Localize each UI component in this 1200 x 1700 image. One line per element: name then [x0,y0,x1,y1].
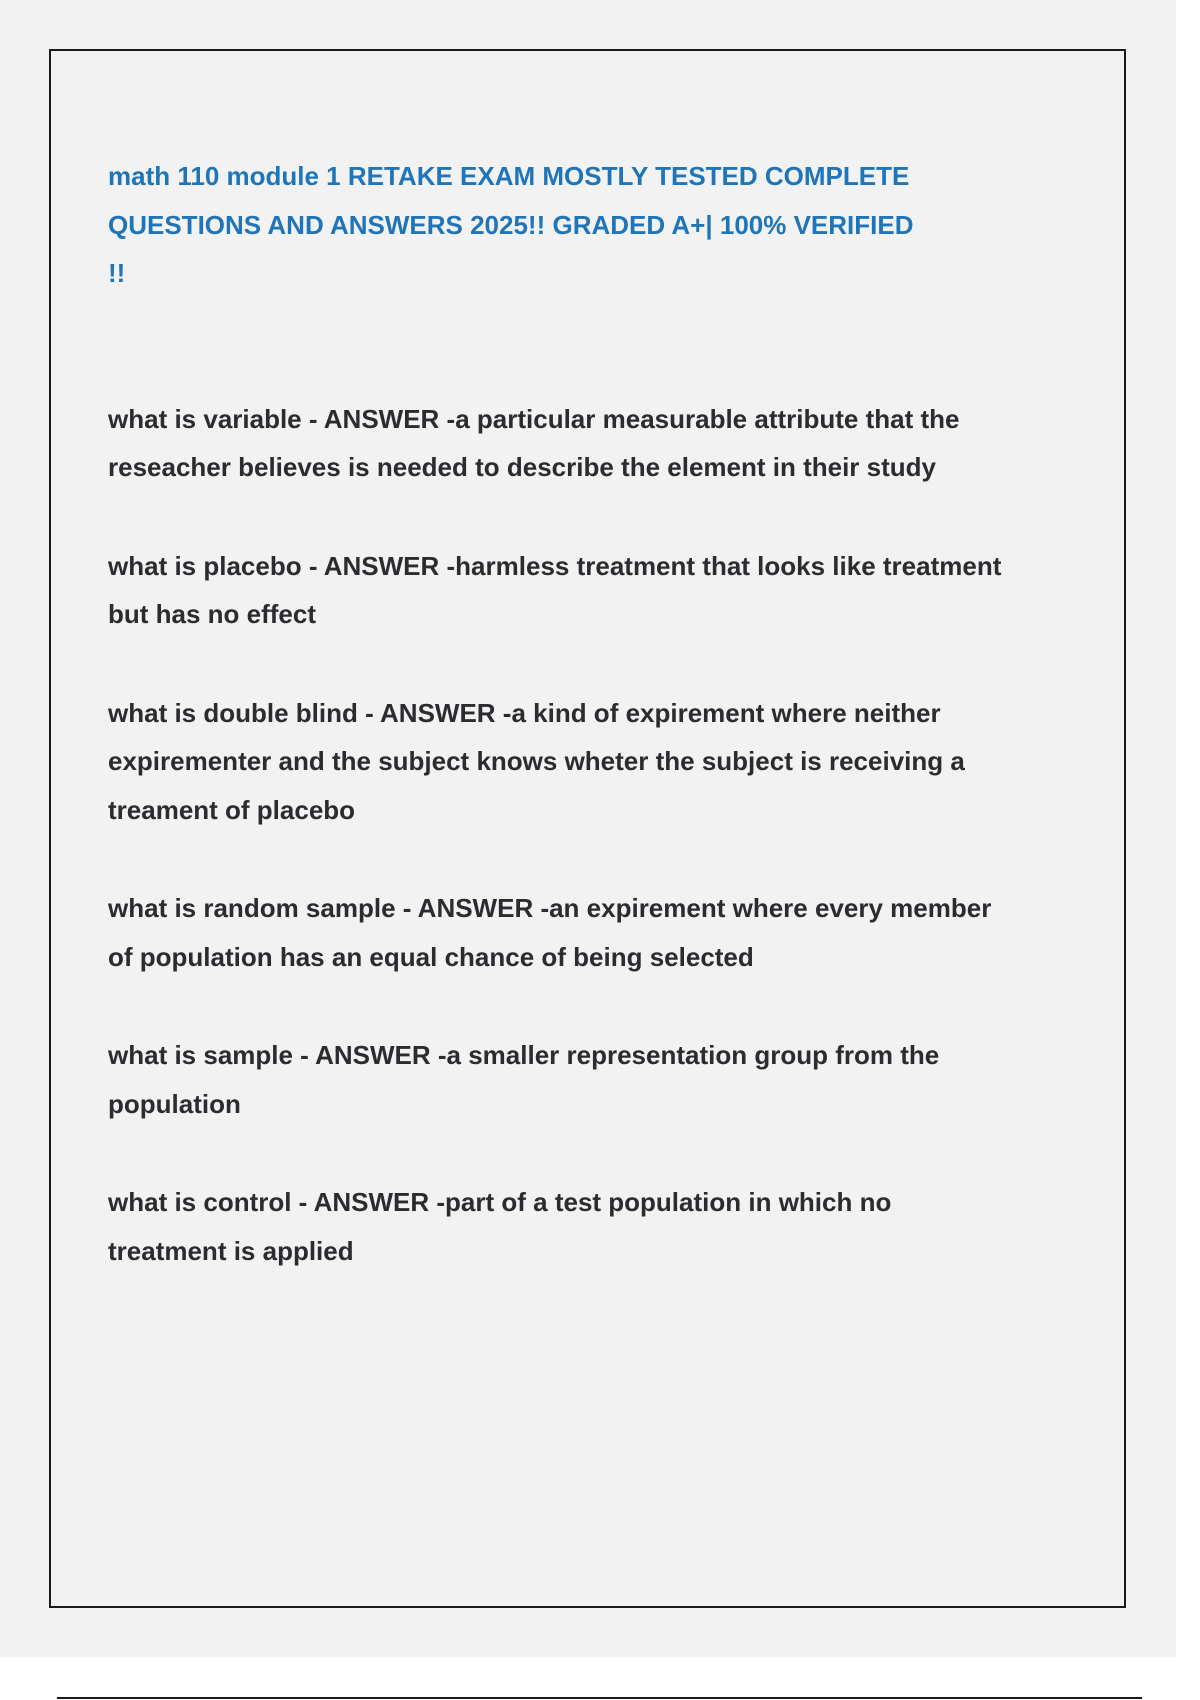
qa-item-random-sample: what is random sample - ANSWER -an expirement where every member of population has an equal chance of being selected [108,893,992,972]
qa-item-placebo: what is placebo - ANSWER -harmless treatment that looks like treatment but has no effect [108,550,1002,629]
qa-item-sample: what is sample - ANSWER -a smaller representation group from the population [108,1040,940,1119]
document-title: math 110 module 1 RETAKE EXAM MOSTLY TESTED COMPLETE QUESTIONS AND ANSWERS 2025!! GRADED A+| 100% VERIFIED !! [108,161,914,288]
qa-item-double-blind: what is double blind - ANSWER -a kind of expirement where neither expirementer and the subject knows wheter the subject is receiving a treament of placebo [108,697,965,825]
qa-item-variable: what is variable - ANSWER -a particular measurable attribute that the reseacher believes is needed to describe the element in their study [108,403,960,482]
qa-item-control: what is control - ANSWER -part of a test population in which no treatment is applied [108,1187,892,1266]
qa-list [108,395,1008,1276]
document-content [108,152,1008,1325]
bottom-divider [57,1697,1142,1699]
